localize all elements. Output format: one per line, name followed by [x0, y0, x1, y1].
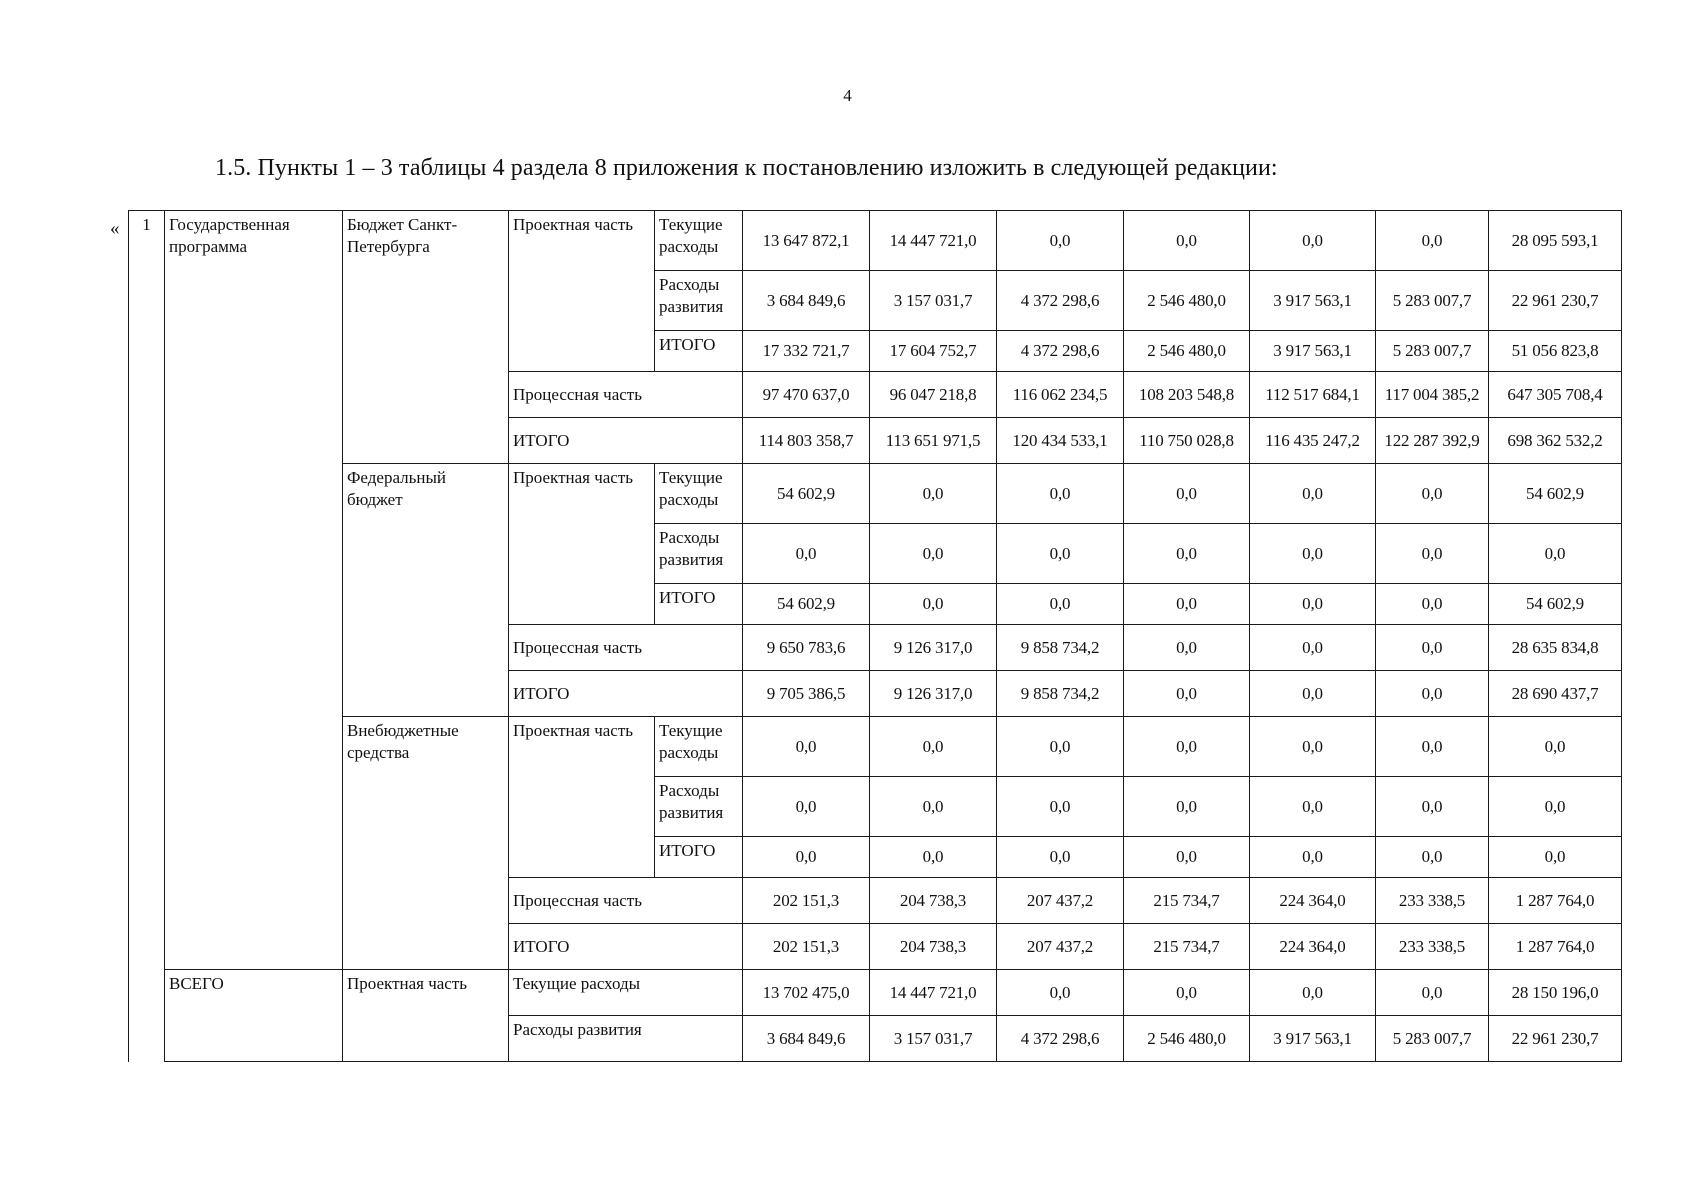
value-cell: 3 157 031,7: [870, 1016, 997, 1062]
value-cell: 0,0: [870, 524, 997, 584]
value-cell: 0,0: [1376, 837, 1489, 878]
value-cell: 0,0: [1376, 717, 1489, 777]
value-cell: 22 961 230,7: [1489, 271, 1622, 331]
opening-quote-mark: «: [110, 218, 120, 239]
value-cell: 204 738,3: [870, 924, 997, 970]
value-cell: 207 437,2: [997, 924, 1124, 970]
value-cell: 0,0: [1124, 671, 1250, 717]
value-cell: 116 435 247,2: [1250, 418, 1376, 464]
value-cell: 14 447 721,0: [870, 211, 997, 271]
program-label-cell: Государственная программа: [165, 211, 343, 970]
value-cell: 17 604 752,7: [870, 331, 997, 372]
table-row: [129, 717, 1622, 777]
value-cell: 0,0: [870, 584, 997, 625]
value-cell: 114 803 358,7: [743, 418, 870, 464]
value-cell: 0,0: [1489, 717, 1622, 777]
value-cell: 4 372 298,6: [997, 271, 1124, 331]
value-cell: 2 546 480,0: [1124, 1016, 1250, 1062]
value-cell: 0,0: [1376, 671, 1489, 717]
source-total-cell: ИТОГО: [509, 924, 743, 970]
value-cell: 0,0: [1376, 584, 1489, 625]
value-cell: 0,0: [1489, 837, 1622, 878]
expense-type-cell: Текущие расходы: [655, 717, 743, 777]
value-cell: 204 738,3: [870, 878, 997, 924]
value-cell: 2 546 480,0: [1124, 271, 1250, 331]
value-cell: 233 338,5: [1376, 924, 1489, 970]
value-cell: 0,0: [870, 837, 997, 878]
source-total-cell: ИТОГО: [509, 671, 743, 717]
value-cell: 0,0: [1124, 717, 1250, 777]
value-cell: 122 287 392,9: [1376, 418, 1489, 464]
value-cell: 0,0: [1124, 524, 1250, 584]
funding-source-cell: Внебюджетные средства: [343, 717, 509, 970]
value-cell: 54 602,9: [743, 464, 870, 524]
value-cell: 1 287 764,0: [1489, 878, 1622, 924]
value-cell: 0,0: [997, 464, 1124, 524]
expense-type-cell: Расходы развития: [655, 777, 743, 837]
value-cell: 96 047 218,8: [870, 372, 997, 418]
value-cell: 0,0: [1124, 211, 1250, 271]
value-cell: 0,0: [1250, 671, 1376, 717]
value-cell: 0,0: [1376, 211, 1489, 271]
grand-total-row: [129, 970, 1622, 1016]
value-cell: 4 372 298,6: [997, 331, 1124, 372]
expense-type-cell: Расходы развития: [509, 1016, 743, 1062]
expense-type-cell: Текущие расходы: [655, 211, 743, 271]
value-cell: 117 004 385,2: [1376, 372, 1489, 418]
budget-table-body: [129, 211, 1622, 1062]
value-cell: 647 305 708,4: [1489, 372, 1622, 418]
value-cell: 22 961 230,7: [1489, 1016, 1622, 1062]
value-cell: 0,0: [870, 464, 997, 524]
process-part-cell: Процессная часть: [509, 878, 743, 924]
value-cell: 0,0: [997, 584, 1124, 625]
value-cell: 9 858 734,2: [997, 625, 1124, 671]
value-cell: 110 750 028,8: [1124, 418, 1250, 464]
project-part-cell: Проектная часть: [509, 211, 655, 372]
value-cell: 0,0: [1250, 524, 1376, 584]
value-cell: 1 287 764,0: [1489, 924, 1622, 970]
value-cell: 28 150 196,0: [1489, 970, 1622, 1016]
grand-total-project-cell: Проектная часть: [343, 970, 509, 1062]
value-cell: 0,0: [1376, 970, 1489, 1016]
value-cell: 13 647 872,1: [743, 211, 870, 271]
value-cell: 17 332 721,7: [743, 331, 870, 372]
value-cell: 0,0: [1124, 777, 1250, 837]
value-cell: 3 917 563,1: [1250, 271, 1376, 331]
value-cell: 108 203 548,8: [1124, 372, 1250, 418]
value-cell: 215 734,7: [1124, 878, 1250, 924]
table-row: [129, 211, 1622, 271]
value-cell: 0,0: [743, 777, 870, 837]
expense-type-cell: Текущие расходы: [655, 464, 743, 524]
section-heading: 1.5. Пункты 1 – 3 таблицы 4 раздела 8 приложения к постановлению изложить в следующей редакции:: [215, 155, 1278, 181]
value-cell: 0,0: [1250, 464, 1376, 524]
value-cell: 0,0: [743, 717, 870, 777]
expense-type-cell: ИТОГО: [655, 584, 743, 625]
funding-source-cell: Бюджет Санкт-Петербурга: [343, 211, 509, 464]
value-cell: 0,0: [1250, 777, 1376, 837]
value-cell: 207 437,2: [997, 878, 1124, 924]
value-cell: 9 705 386,5: [743, 671, 870, 717]
value-cell: 224 364,0: [1250, 924, 1376, 970]
value-cell: 0,0: [1376, 464, 1489, 524]
value-cell: 202 151,3: [743, 878, 870, 924]
value-cell: 698 362 532,2: [1489, 418, 1622, 464]
value-cell: 4 372 298,6: [997, 1016, 1124, 1062]
value-cell: 0,0: [1376, 524, 1489, 584]
value-cell: 0,0: [997, 211, 1124, 271]
value-cell: 0,0: [870, 717, 997, 777]
value-cell: 3 917 563,1: [1250, 331, 1376, 372]
value-cell: 202 151,3: [743, 924, 870, 970]
expense-type-cell: Расходы развития: [655, 271, 743, 331]
value-cell: 0,0: [1376, 625, 1489, 671]
value-cell: 0,0: [743, 524, 870, 584]
value-cell: 5 283 007,7: [1376, 331, 1489, 372]
value-cell: 3 684 849,6: [743, 1016, 870, 1062]
value-cell: 0,0: [1376, 777, 1489, 837]
value-cell: 5 283 007,7: [1376, 1016, 1489, 1062]
value-cell: 233 338,5: [1376, 878, 1489, 924]
value-cell: 3 684 849,6: [743, 271, 870, 331]
value-cell: 0,0: [1250, 717, 1376, 777]
value-cell: 0,0: [1124, 464, 1250, 524]
row-index-cell: 1: [129, 211, 165, 1062]
value-cell: 224 364,0: [1250, 878, 1376, 924]
value-cell: 0,0: [870, 777, 997, 837]
project-part-cell: Проектная часть: [509, 464, 655, 625]
source-total-cell: ИТОГО: [509, 418, 743, 464]
process-part-cell: Процессная часть: [509, 625, 743, 671]
value-cell: 0,0: [1250, 211, 1376, 271]
value-cell: 9 650 783,6: [743, 625, 870, 671]
value-cell: 0,0: [997, 717, 1124, 777]
value-cell: 97 470 637,0: [743, 372, 870, 418]
value-cell: 14 447 721,0: [870, 970, 997, 1016]
value-cell: 0,0: [1124, 837, 1250, 878]
value-cell: 0,0: [1124, 584, 1250, 625]
value-cell: 54 602,9: [1489, 584, 1622, 625]
value-cell: 51 056 823,8: [1489, 331, 1622, 372]
value-cell: 0,0: [1124, 625, 1250, 671]
value-cell: 28 635 834,8: [1489, 625, 1622, 671]
value-cell: 0,0: [1250, 837, 1376, 878]
page-number: 4: [843, 86, 852, 105]
expense-type-cell: Расходы развития: [655, 524, 743, 584]
value-cell: 9 858 734,2: [997, 671, 1124, 717]
budget-table: [128, 210, 1622, 1062]
grand-total-label-cell: ВСЕГО: [165, 970, 343, 1062]
funding-source-cell: Федеральный бюджет: [343, 464, 509, 717]
value-cell: 0,0: [1250, 625, 1376, 671]
value-cell: 113 651 971,5: [870, 418, 997, 464]
value-cell: 0,0: [997, 524, 1124, 584]
project-part-cell: Проектная часть: [509, 717, 655, 878]
expense-type-cell: ИТОГО: [655, 837, 743, 878]
table-row: [129, 464, 1622, 524]
expense-type-cell: ИТОГО: [655, 331, 743, 372]
value-cell: 54 602,9: [743, 584, 870, 625]
value-cell: 28 690 437,7: [1489, 671, 1622, 717]
value-cell: 215 734,7: [1124, 924, 1250, 970]
value-cell: 0,0: [743, 837, 870, 878]
value-cell: 120 434 533,1: [997, 418, 1124, 464]
value-cell: 0,0: [997, 837, 1124, 878]
value-cell: 9 126 317,0: [870, 625, 997, 671]
value-cell: 116 062 234,5: [997, 372, 1124, 418]
value-cell: 3 917 563,1: [1250, 1016, 1376, 1062]
value-cell: 28 095 593,1: [1489, 211, 1622, 271]
value-cell: 0,0: [1489, 524, 1622, 584]
expense-type-cell: Текущие расходы: [509, 970, 743, 1016]
value-cell: 0,0: [1489, 777, 1622, 837]
value-cell: 2 546 480,0: [1124, 331, 1250, 372]
value-cell: 9 126 317,0: [870, 671, 997, 717]
value-cell: 112 517 684,1: [1250, 372, 1376, 418]
value-cell: 54 602,9: [1489, 464, 1622, 524]
value-cell: 13 702 475,0: [743, 970, 870, 1016]
value-cell: 0,0: [1124, 970, 1250, 1016]
process-part-cell: Процессная часть: [509, 372, 743, 418]
value-cell: 3 157 031,7: [870, 271, 997, 331]
value-cell: 0,0: [997, 970, 1124, 1016]
value-cell: 0,0: [1250, 584, 1376, 625]
value-cell: 0,0: [1250, 970, 1376, 1016]
value-cell: 5 283 007,7: [1376, 271, 1489, 331]
value-cell: 0,0: [997, 777, 1124, 837]
